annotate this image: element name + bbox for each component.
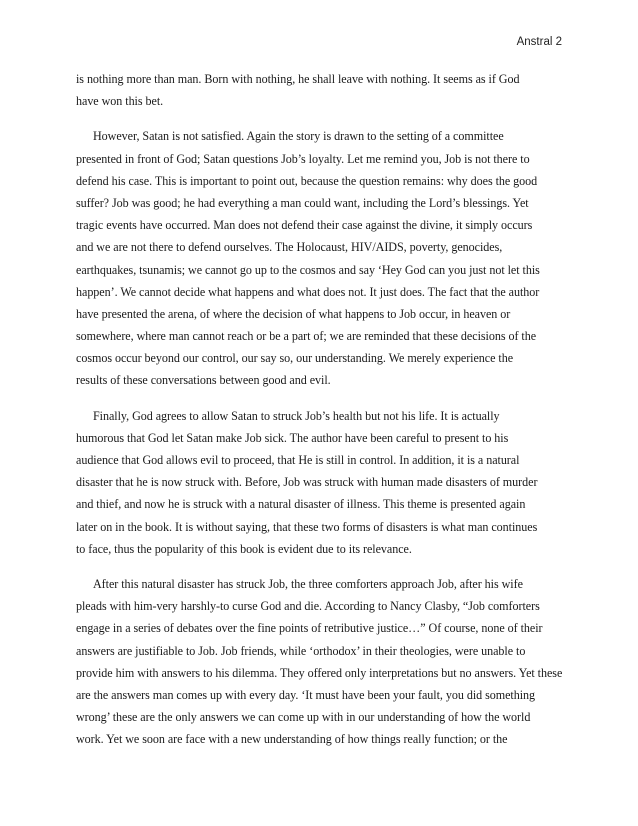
text-line: disaster that he is now struck with. Before, Job was struck with human made disasters of murder: [76, 475, 538, 490]
text-line: happen’. We cannot decide what happens and what does not. It just does. The fact that the author: [76, 284, 540, 299]
text-line: engage in a series of debates over the fine points of retributive justice…” Of course, none of their: [76, 621, 543, 636]
text-line: results of these conversations between good and evil.: [76, 373, 331, 388]
text-line: audience that God allows evil to proceed, that He is still in control. In addition, it is a natural: [76, 453, 520, 467]
text-line: are the answers man comes up with every day. ‘It must have been your fault, you did something: [76, 687, 536, 702]
text-line: After this natural disaster has struck Job, the three comforters approach Job, after his wife: [93, 576, 523, 591]
text-line: cosmos occur beyond our control, our say so, our understanding. We merely experience the: [76, 351, 514, 366]
text-line: suffer? Job was good; he had everything a man could want, including the Lord’s blessings. Yet: [76, 195, 529, 210]
text-line: Finally, God agrees to allow Satan to struck Job’s health but not his life. It is actually: [93, 408, 500, 423]
text-line: is nothing more than man. Born with nothing, he shall leave with nothing. It seems as if God: [76, 72, 520, 86]
text-line: However, Satan is not satisfied. Again the story is drawn to the setting of a committee: [93, 129, 504, 144]
text-line: and we are not there to defend ourselves. The Holocaust, HIV/AIDS, poverty, genocides,: [76, 240, 503, 255]
text-line: earthquakes, tsunamis; we cannot go up to the cosmos and say ‘Hey God can you just not let this: [76, 262, 540, 277]
text-line: wrong’ these are the only answers we can come up with in our understanding of how the world: [76, 710, 531, 725]
running-header: Anstral 2: [516, 36, 562, 48]
paragraph: [76, 68, 566, 112]
text-line: defend his case. This is important to point out, because the question remains: why does the good: [76, 173, 538, 188]
text-line: later on in the book. It is without saying, that these two forms of disasters is what man continues: [76, 519, 538, 534]
text-line: have presented the arena, of where the decision of what happens to Job occur, in heaven or: [76, 306, 511, 321]
text-line: pleads with him-very harshly-to curse God and die. According to Nancy Clasby, “Job comforters: [76, 599, 540, 614]
text-line: somewhere, where man cannot reach or be a part of; we are reminded that these decisions of the: [76, 329, 537, 344]
text-line: presented in front of God; Satan questions Job’s loyalty. Let me remind you, Job is not there to: [76, 151, 530, 166]
text-line: tragic events have occurred. Man does not defend their case against the divine, it simply occurs: [76, 218, 533, 233]
paragraph: [76, 573, 566, 751]
text-line: answers are justifiable to Job. Job friends, while ‘orthodox’ in their theologies, were unable to: [76, 643, 526, 658]
document-body: [76, 68, 566, 763]
text-line: humorous that God let Satan make Job sick. The author have been careful to present to his: [76, 430, 509, 445]
text-line: have won this bet.: [76, 94, 164, 109]
text-line: to face, thus the popularity of this book is evident due to its relevance.: [76, 541, 412, 556]
paragraph: [76, 405, 566, 560]
text-line: work. Yet we soon are face with a new understanding of how things really function; or the: [76, 732, 508, 747]
paragraph: [76, 125, 566, 391]
text-line: provide him with answers to his dilemma. They offered only interpretations but no answers. Yet these: [76, 665, 563, 680]
text-line: and thief, and now he is struck with a natural disaster of illness. This theme is presented again: [76, 497, 526, 512]
